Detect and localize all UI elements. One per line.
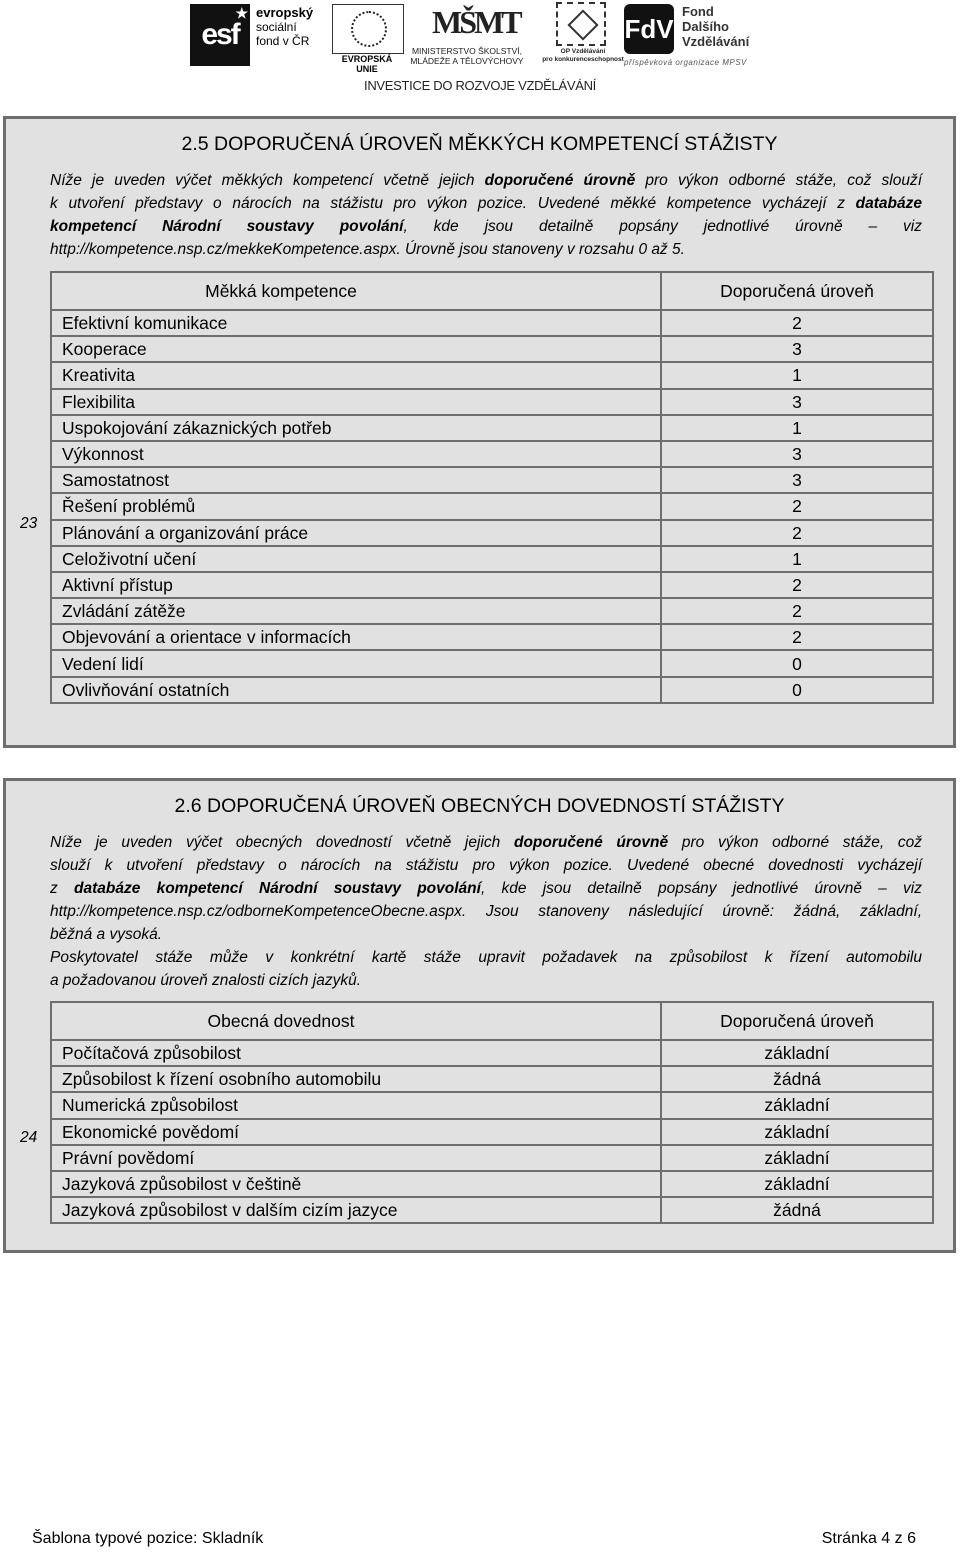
msmt-logo [402,2,532,68]
row-name: Celoživotní učení [51,546,661,572]
section-intro: Níže je uveden výčet obecných dovedností včetně jejich doporučené úrovně pro výkon odborné stáže, což slouží k utvoření představy o nárocích na stážistu pro výkon pozice. Uvedené obecné dovednosti vycházejí z databáze kompetencí Národní soustavy povolání, kde jsou detailně popsány jednotlivé úrovně – viz http://kompetence.nsp.cz/odborneKompetenceObecne.aspx. Jsou stanoveny následující úrovně: žádná, základní, běžná a vysoká. Poskytovatel stáže může v konkrétní kartě stáže upravit požadavek na způsobilost k řízení automobilu a požadovanou úroveň znalosti cizích jazyků. [50,834,922,989]
table-row [51,1066,933,1092]
row-level: 2 [661,572,933,598]
msmt-mark: MŠMT [432,4,520,40]
soft-competences-section [3,116,956,748]
row-name: Ovlivňování ostatních [51,677,661,703]
table-row [51,415,933,441]
row-name: Právní povědomí [51,1145,661,1171]
eu-logo [330,4,404,74]
table-row [51,624,933,650]
column-header-skill: Obecná dovednost [51,1002,661,1040]
esf-text: evropský sociální fond v ČR [256,5,314,48]
table-header [51,1002,933,1040]
table-row [51,389,933,415]
general-skills-table [50,1001,934,1224]
row-level: 3 [661,467,933,493]
row-level: žádná [661,1197,933,1223]
table-row [51,1197,933,1223]
soft-competences-table [50,271,934,704]
row-name: Jazyková způsobilost v češtině [51,1171,661,1197]
row-name: Zvládání zátěže [51,598,661,624]
row-level: 1 [661,362,933,388]
row-level: základní [661,1092,933,1118]
header-logos [0,0,960,100]
row-level: 1 [661,415,933,441]
row-level: základní [661,1145,933,1171]
opvk-caption: OP Vzdělávání pro konkurenceschopnost [542,48,624,63]
row-number: 24 [20,1129,38,1146]
row-name: Řešení problémů [51,493,661,519]
row-name: Objevování a orientace v informacích [51,624,661,650]
row-name: Jazyková způsobilost v dalším cizím jazyce [51,1197,661,1223]
fdv-logo [624,4,774,68]
opvk-mark-icon [556,2,606,46]
row-name: Počítačová způsobilost [51,1040,661,1066]
table-row [51,362,933,388]
row-name: Aktivní přístup [51,572,661,598]
row-name: Ekonomické povědomí [51,1119,661,1145]
row-name: Kreativita [51,362,661,388]
column-header-level: Doporučená úroveň [661,272,933,310]
nsp-link-line: http://kompetence.nsp.cz/odborneKompetenceObecne.aspx. Jsou stanoveny následující úrovně: žádná, základní, [50,903,922,920]
table-row [51,546,933,572]
row-level: žádná [661,1066,933,1092]
table-row [51,520,933,546]
row-level: 3 [661,441,933,467]
row-name: Efektivní komunikace [51,310,661,336]
row-level: základní [661,1040,933,1066]
table-header [51,272,933,310]
row-name: Samostatnost [51,467,661,493]
fdv-subtitle: příspěvková organizace MPSV [624,58,747,67]
general-skills-section [3,778,956,1253]
row-name: Flexibilita [51,389,661,415]
row-level: 2 [661,310,933,336]
table-row [51,493,933,519]
table-row [51,677,933,703]
section-intro: Níže je uveden výčet měkkých kompetencí včetně jejich doporučené úrovně pro výkon odborné stáže, což slouží k utvoření představy o nárocích na stážistu pro výkon pozice. Uvedené měkké kompetence vycházejí z databáze kompetencí Národní soustavy povolání, kde jsou detailně popsány jednotlivé úrovně – viz http://kompetence.nsp.cz/mekkeKompetence.aspx. Úrovně jsou stanoveny v rozsahu 0 až 5. [50,172,923,258]
nsp-link[interactable]: http://kompetence.nsp.cz/mekkeKompetence.aspx [50,241,397,258]
fdv-name: Fond Dalšího Vzdělávání [682,4,750,49]
table-row [51,310,933,336]
fdv-mark: FdV [624,4,674,54]
table-row [51,336,933,362]
row-level: 3 [661,336,933,362]
row-name: Numerická způsobilost [51,1092,661,1118]
row-level: 0 [661,650,933,676]
footer-template-name: Šablona typové pozice: Skladník [32,1530,264,1547]
table-row [51,572,933,598]
section-title: 2.6 DOPORUČENÁ ÚROVEŇ OBECNÝCH DOVEDNOSTÍ STÁŽISTY [174,795,785,817]
row-level: 1 [661,546,933,572]
table-row [51,1092,933,1118]
esf-logo [190,4,320,66]
row-name: Výkonnost [51,441,661,467]
row-level: 3 [661,389,933,415]
section-title: 2.5 DOPORUČENÁ ÚROVEŇ MĚKKÝCH KOMPETENCÍ STÁŽISTY [181,133,778,155]
table-row [51,650,933,676]
msmt-caption: MINISTERSTVO ŠKOLSTVÍ, MLÁDEŽE A TĚLOVÝCHOVY [410,46,524,66]
row-name: Kooperace [51,336,661,362]
eu-caption: EVROPSKÁ UNIE [341,54,393,74]
row-number: 23 [20,515,38,532]
row-level: 2 [661,520,933,546]
eu-flag-icon [332,4,404,54]
table-row [51,1171,933,1197]
row-level: základní [661,1119,933,1145]
column-header-level: Doporučená úroveň [661,1002,933,1040]
table-row [51,441,933,467]
row-name: Uspokojování zákaznických potřeb [51,415,661,441]
footer-page-number: Stránka 4 z 6 [821,1530,916,1547]
row-name: Způsobilost k řízení osobního automobilu [51,1066,661,1092]
row-name: Plánování a organizování práce [51,520,661,546]
investice-tagline: INVESTICE DO ROZVOJE VZDĚLÁVÁNÍ [364,78,596,93]
opvk-logo [542,2,624,68]
table-row [51,598,933,624]
table-row [51,1145,933,1171]
esf-mark: esf ★ [190,4,250,66]
column-header-competence: Měkká kompetence [51,272,661,310]
row-level: 2 [661,598,933,624]
table-row [51,1040,933,1066]
row-level: 2 [661,624,933,650]
row-level: 0 [661,677,933,703]
table-row [51,467,933,493]
row-name: Vedení lidí [51,650,661,676]
table-row [51,1119,933,1145]
row-level: základní [661,1171,933,1197]
row-level: 2 [661,493,933,519]
